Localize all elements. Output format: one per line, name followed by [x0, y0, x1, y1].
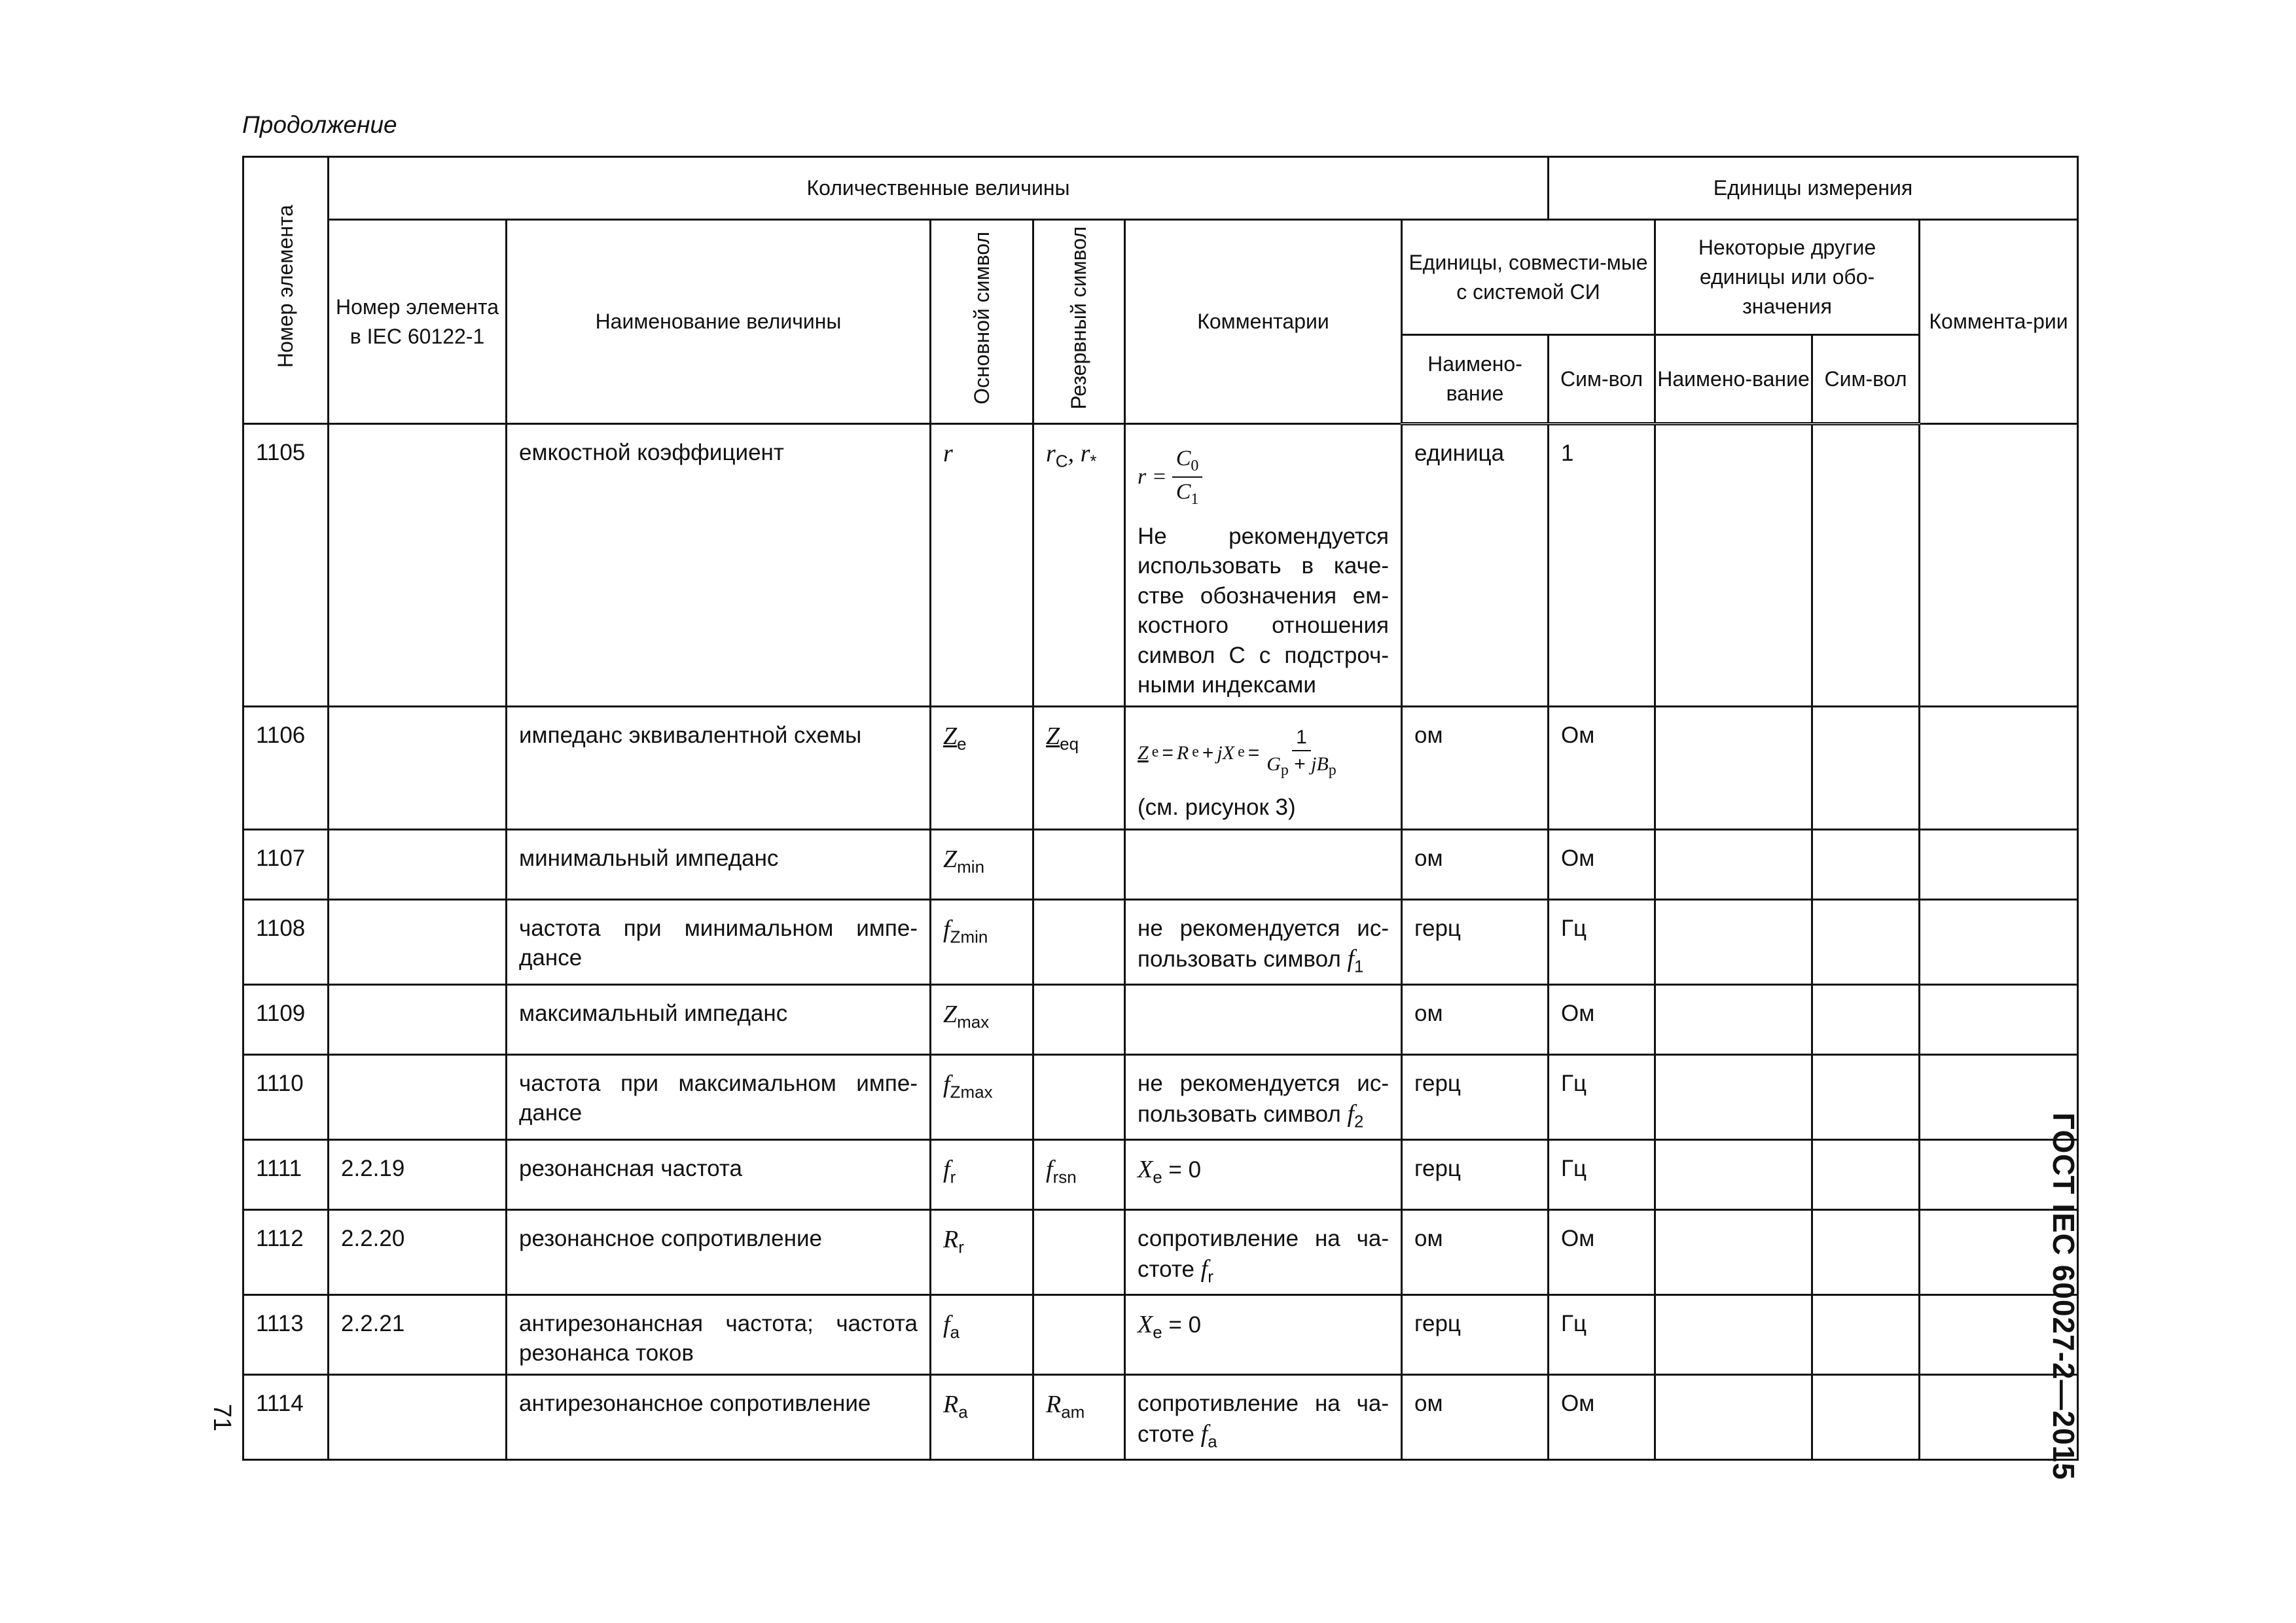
cell-si-name: ом	[1402, 829, 1549, 899]
cell-reserve-symbol	[1033, 899, 1125, 984]
cell-comment	[1125, 706, 1402, 829]
cell-other-name	[1655, 829, 1812, 899]
cell-number: 1111	[243, 1139, 329, 1209]
cell-number: 1106	[243, 706, 329, 829]
header-unit-comments: Коммента-рии	[1920, 220, 2078, 424]
cell-comment: не рекомендуется ис-пользовать символ $f_2$	[1125, 1054, 1402, 1139]
cell-other-symbol	[1812, 984, 1920, 1054]
table-header	[243, 157, 2078, 424]
cell-unit-comment	[1920, 984, 2078, 1054]
cell-name: частота при максимальном импе-дансе	[507, 1054, 931, 1139]
cell-si-name: ом	[1402, 984, 1549, 1054]
cell-main-symbol: $f_{Zmin}$	[931, 899, 1033, 984]
cell-si-symbol: Гц	[1549, 1054, 1655, 1139]
cell-other-symbol	[1812, 1294, 1920, 1374]
cell-comment: сопротивление на ча-стоте $f_a$	[1125, 1374, 1402, 1459]
cell-reserve-symbol	[1033, 984, 1125, 1054]
table-row	[243, 424, 2078, 707]
header-si-symbol: Сим-вол	[1549, 335, 1655, 424]
header-main-symbol: Основной символ	[931, 220, 1033, 424]
cell-comment	[1125, 984, 1402, 1054]
cell-name: частота при минимальном импе-дансе	[507, 899, 931, 984]
cell-name: максимальный импеданс	[507, 984, 931, 1054]
impedance-formula: Z e = R e + jX e = $\frac{1}{G_p + jB_p}$	[1138, 724, 1389, 781]
cell-name: импеданс эквивалентной схемы	[507, 706, 931, 829]
cell-si-symbol: Ом	[1549, 706, 1655, 829]
cell-comment: не рекомендуется ис-пользовать символ $f_1$	[1125, 899, 1402, 984]
header-reserve-symbol: Резервный символ	[1033, 220, 1125, 424]
document-code: ГОСТ IEC 60027-2—2015	[2047, 1113, 2081, 1480]
cell-reserve-symbol	[1033, 829, 1125, 899]
cell-number: 1107	[243, 829, 329, 899]
cell-number: 1114	[243, 1374, 329, 1459]
table-row	[243, 1374, 2078, 1459]
cell-main-symbol: $Z_e$	[931, 706, 1033, 829]
cell-number: 1110	[243, 1054, 329, 1139]
cell-iec	[329, 424, 507, 707]
capacitance-ratio-formula: r = $\frac{C_0}{C_1}$	[1138, 444, 1389, 510]
cell-iec: 2.2.21	[329, 1294, 507, 1374]
cell-si-symbol: Гц	[1549, 1139, 1655, 1209]
cell-main-symbol: $Z_{min}$	[931, 829, 1033, 899]
cell-si-name: ом	[1402, 706, 1549, 829]
cell-other-name	[1655, 706, 1812, 829]
cell-other-symbol	[1812, 899, 1920, 984]
cell-number: 1112	[243, 1209, 329, 1294]
cell-other-symbol	[1812, 829, 1920, 899]
cell-comment: $X_e = 0$	[1125, 1139, 1402, 1209]
cell-comment	[1125, 829, 1402, 899]
cell-reserve-symbol: $f_{rsn}$	[1033, 1139, 1125, 1209]
cell-si-symbol: Гц	[1549, 899, 1655, 984]
header-other-symbol: Сим-вол	[1812, 335, 1920, 424]
cell-si-name: герц	[1402, 1139, 1549, 1209]
cell-iec	[329, 829, 507, 899]
cell-si-name: герц	[1402, 899, 1549, 984]
cell-iec: 2.2.20	[329, 1209, 507, 1294]
cell-main-symbol: $f_r$	[931, 1139, 1033, 1209]
table-row	[243, 1209, 2078, 1294]
cell-main-symbol: $R_a$	[931, 1374, 1033, 1459]
cell-other-name	[1655, 1139, 1812, 1209]
cell-other-symbol	[1812, 424, 1920, 707]
cell-si-name: герц	[1402, 1294, 1549, 1374]
cell-reserve-symbol	[1033, 1209, 1125, 1294]
header-si-name: Наимено-вание	[1402, 335, 1549, 424]
cell-reserve-symbol: $R_{am}$	[1033, 1374, 1125, 1459]
cell-name: резонансное сопротивление	[507, 1209, 931, 1294]
cell-number: 1108	[243, 899, 329, 984]
header-comments: Комментарии	[1125, 220, 1402, 424]
cell-other-symbol	[1812, 1209, 1920, 1294]
cell-main-symbol: $f_{Zmax}$	[931, 1054, 1033, 1139]
cell-main-symbol: r	[931, 424, 1033, 707]
cell-iec	[329, 1054, 507, 1139]
table-row	[243, 1294, 2078, 1374]
cell-other-name	[1655, 424, 1812, 707]
cell-reserve-symbol: $r_C$, $r_*$	[1033, 424, 1125, 707]
cell-iec	[329, 984, 507, 1054]
cell-reserve-symbol	[1033, 1054, 1125, 1139]
cell-name: минимальный импеданс	[507, 829, 931, 899]
cell-other-symbol	[1812, 1374, 1920, 1459]
header-units-group: Единицы измерения	[1549, 157, 2078, 220]
cell-number: 1113	[243, 1294, 329, 1374]
cell-other-name	[1655, 1294, 1812, 1374]
header-iec-number: Номер элемента в IEC 60122-1	[329, 220, 507, 424]
cell-main-symbol: $Z_{max}$	[931, 984, 1033, 1054]
cell-name: антирезонансная частота; частота резонанса токов	[507, 1294, 931, 1374]
cell-si-name: герц	[1402, 1054, 1549, 1139]
page-number: 71	[208, 1404, 236, 1432]
cell-unit-comment	[1920, 899, 2078, 984]
table-row	[243, 706, 2078, 829]
cell-number: 1109	[243, 984, 329, 1054]
cell-si-symbol: Гц	[1549, 1294, 1655, 1374]
cell-other-symbol	[1812, 1139, 1920, 1209]
header-si-units: Единицы, совмести-мые с системой СИ	[1402, 220, 1655, 335]
cell-si-symbol: Ом	[1549, 984, 1655, 1054]
header-other-name: Наимено-вание	[1655, 335, 1812, 424]
cell-comment: $X_e = 0$	[1125, 1294, 1402, 1374]
cell-iec: 2.2.19	[329, 1139, 507, 1209]
cell-iec	[329, 706, 507, 829]
cell-other-name	[1655, 1209, 1812, 1294]
cell-unit-comment	[1920, 424, 2078, 707]
quantities-table	[242, 156, 2079, 1461]
cell-comment	[1125, 424, 1402, 707]
cell-other-name	[1655, 984, 1812, 1054]
cell-si-symbol: Ом	[1549, 1374, 1655, 1459]
cell-name: резонансная частота	[507, 1139, 931, 1209]
header-element-number: Номер элемента	[243, 157, 329, 424]
cell-si-symbol: 1	[1549, 424, 1655, 707]
cell-other-symbol	[1812, 706, 1920, 829]
cell-main-symbol: $f_a$	[931, 1294, 1033, 1374]
table-row	[243, 829, 2078, 899]
table-row	[243, 1139, 2078, 1209]
cell-si-name: единица	[1402, 424, 1549, 707]
cell-reserve-symbol: $Z_{eq}$	[1033, 706, 1125, 829]
cell-si-symbol: Ом	[1549, 1209, 1655, 1294]
header-quantity-name: Наименование величины	[507, 220, 931, 424]
cell-unit-comment	[1920, 829, 2078, 899]
cell-main-symbol: $R_r$	[931, 1209, 1033, 1294]
cell-iec	[329, 899, 507, 984]
cell-other-name	[1655, 1054, 1812, 1139]
cell-si-symbol: Ом	[1549, 829, 1655, 899]
cell-unit-comment	[1920, 706, 2078, 829]
cell-si-name: ом	[1402, 1209, 1549, 1294]
cell-number: 1105	[243, 424, 329, 707]
cell-name: емкостной коэффициент	[507, 424, 931, 707]
cell-si-name: ом	[1402, 1374, 1549, 1459]
comment-text: (см. рисунок 3)	[1138, 794, 1296, 821]
cell-other-name	[1655, 1374, 1812, 1459]
table-row	[243, 984, 2078, 1054]
table-row	[243, 1054, 2078, 1139]
header-other-units: Некоторые другие единицы или обо-значения	[1655, 220, 1920, 335]
cell-other-name	[1655, 899, 1812, 984]
cell-comment: сопротивление на ча-стоте $f_r$	[1125, 1209, 1402, 1294]
cell-name: антирезонансное сопротивление	[507, 1374, 931, 1459]
header-quantities-group: Количественные величины	[329, 157, 1549, 220]
cell-other-symbol	[1812, 1054, 1920, 1139]
cell-iec	[329, 1374, 507, 1459]
continuation-label: Продолжение	[242, 111, 397, 138]
cell-reserve-symbol	[1033, 1294, 1125, 1374]
table-row	[243, 899, 2078, 984]
comment-text: Не рекомендуется использовать в каче-стве обозначения ем-костного отношения символ C с подстроч-ными индексами	[1138, 523, 1389, 698]
